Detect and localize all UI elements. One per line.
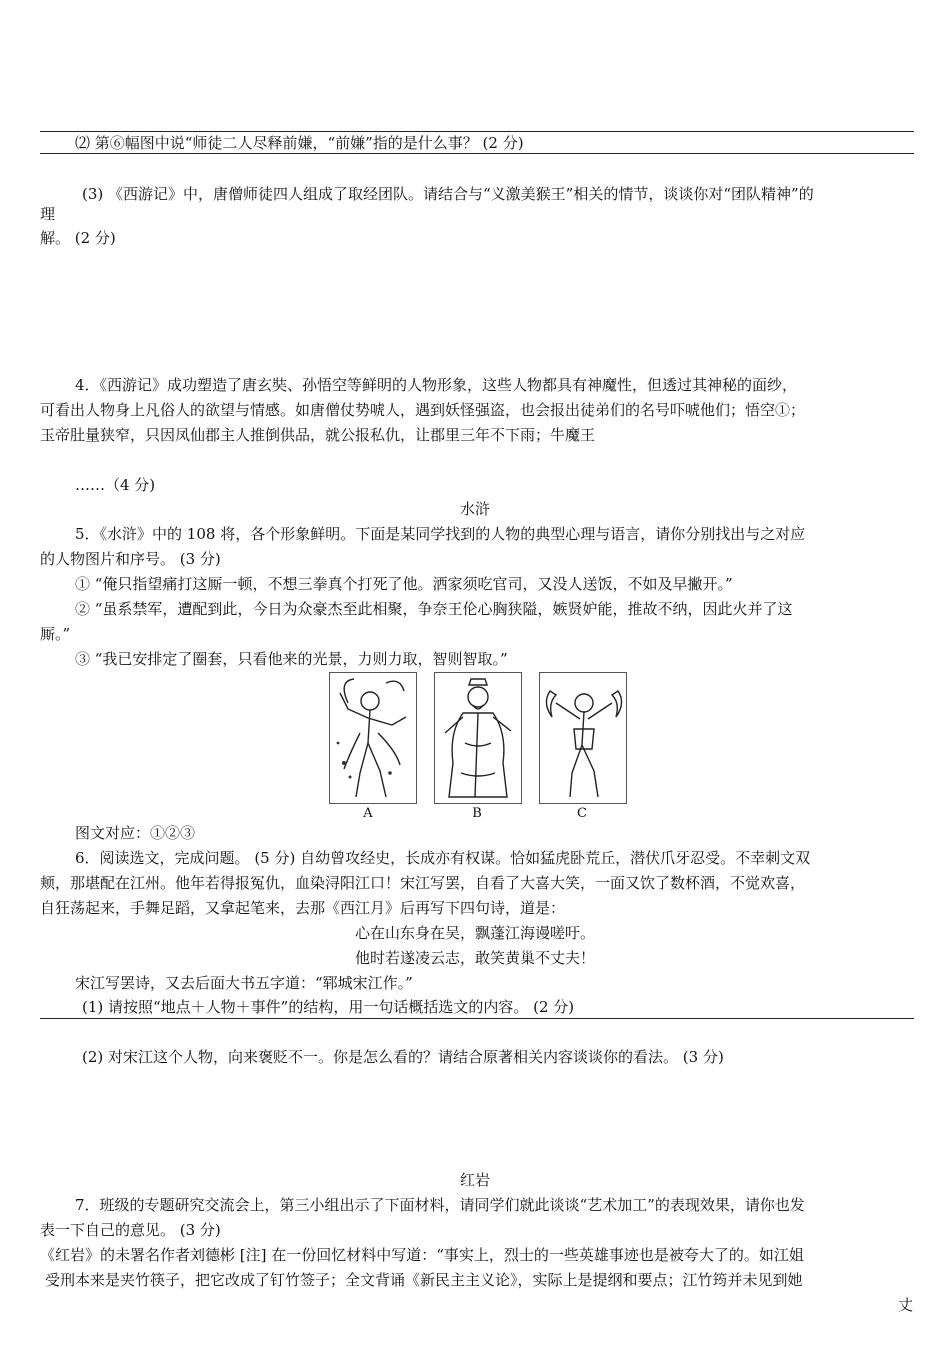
top-rule xyxy=(40,131,914,132)
question-3-3-line3: 解。 (2 分) xyxy=(40,229,116,247)
question-6-line4: 宋江写罢诗，又去后面大书五字道：“郓城宋江作。” xyxy=(75,974,413,992)
question-7-line2: 表一下自己的意见。 (3 分) xyxy=(40,1221,221,1239)
figure-c-caption: C xyxy=(577,806,587,821)
question-4-line1: 4．《西游记》成功塑造了唐玄奘、孙悟空等鲜明的人物形象，这些人物都具有神魔性，但透过其神秘的面纱， xyxy=(75,376,798,394)
question-3-3-line2: 理 xyxy=(40,205,56,223)
question-5-item3: ③ “我已安排定了圈套，只看他来的光景，力则力取，智则智取。” xyxy=(75,650,508,668)
question-6-line2: 颊，那堪配在江州。他年若得报冤仇，血染浔阳江口！宋江写罢，自看了大喜大笑，一面又饮了数杯酒，不觉欢喜， xyxy=(40,874,806,892)
answer-rule xyxy=(40,153,914,154)
figure-b-image xyxy=(434,672,522,804)
question-4-line4: ……（4 分) xyxy=(75,476,156,494)
question-7-line3: 《红岩》的未署名作者刘德彬 [注] 在一份回忆材料中写道：“事实上，烈士的一些英雄事迹也是被夸大了的。如江姐 xyxy=(40,1246,804,1264)
figure-c-image xyxy=(539,672,627,804)
section-title-hongyan: 红岩 xyxy=(459,1171,490,1189)
figure-a-image xyxy=(329,672,417,804)
scholar-figure-icon xyxy=(435,673,521,803)
question-4-line2: 可看出人物身上凡俗人的欲望与情感。如唐僧仗势唬人，遇到妖怪强盗，也会报出徒弟们的名号吓唬他们；悟空①； xyxy=(40,401,806,419)
question-5-line1: 5．《水浒》中的 108 将，各个形象鲜明。下面是某同学找到的人物的典型心理与语言，请你分别找出与之对应 xyxy=(75,525,806,543)
question-5-line2: 的人物图片和序号。 (3 分) xyxy=(40,550,221,568)
question-5-match: 图文对应：①②③ xyxy=(75,824,196,842)
question-3-3-line1: (3) 《西游记》中，唐僧师徒四人组成了取经团队。请结合与“义激美猴王”相关的情节，谈谈你对“团队精神”的 xyxy=(82,185,814,203)
question-6-line1: 6．阅读选文，完成问题。 (5 分) 自幼曾攻经史，长成亦有权谋。恰如猛虎卧荒丘，潜伏爪牙忍受。不幸刺文双 xyxy=(75,849,811,867)
axe-warrior-figure-icon xyxy=(540,673,626,803)
question-7-line5: 丈 xyxy=(898,1296,914,1314)
question-3-2: ⑵ 第⑥幅图中说“师徒二人尽释前嫌，“前嫌”指的是什么事？ (2 分) xyxy=(75,134,524,152)
question-7-line1: 7．班级的专题研究交流会上，第三小组出示了下面材料，请同学们就此谈谈“艺术加工”的表现效果，请你也发 xyxy=(75,1196,805,1214)
question-4-line3: 玉帝肚量狭窄，只因凤仙郡主人推倒供品，就公报私仇，让郡里三年不下雨；牛魔王 xyxy=(40,426,596,444)
poem-line-2: 他时若遂凌云志，敢笑黄巢不丈夫！ xyxy=(354,949,595,967)
figure-b-caption: B xyxy=(472,806,482,821)
section-title-shuihu: 水浒 xyxy=(459,500,490,518)
question-6-sub2: (2) 对宋江这个人物，向来褒贬不一。你是怎么看的？请结合原著相关内容谈谈你的看法。 (3 分) xyxy=(82,1048,724,1066)
question-5-item2-line1: ② “虽系禁军，遭配到此，今日为众豪杰至此相聚，争奈王伦心胸狭隘，嫉贤妒能，推故不纳，因此火并了这 xyxy=(75,600,793,618)
answer-rule-q6 xyxy=(40,1018,914,1019)
question-7-line4: 受刑本来是夹竹筷子，把它改成了钉竹签子；全文背诵《新民主主义论》，实际上是提纲和要点；江竹筠并未见到她 xyxy=(45,1271,803,1289)
question-5-item1: ① “俺只指望痛打这厮一顿，不想三拳真个打死了他。洒家须吃官司，又没人送饭，不如及早撇开。” xyxy=(75,575,733,593)
warrior-figure-icon xyxy=(330,673,416,803)
question-6-sub1: (1) 请按照“地点＋人物＋事件”的结构，用一句话概括选文的内容。 (2 分) xyxy=(82,998,575,1016)
poem-line-1: 心在山东身在吴，飘蓬江海谩嗟吁。 xyxy=(354,924,595,942)
question-5-item2-line2: 厮。” xyxy=(40,625,71,643)
question-6-line3: 自狂荡起来，手舞足蹈，又拿起笔来，去那《西江月》后再写下四句诗，道是： xyxy=(40,899,566,917)
figure-a-caption: A xyxy=(363,806,373,821)
